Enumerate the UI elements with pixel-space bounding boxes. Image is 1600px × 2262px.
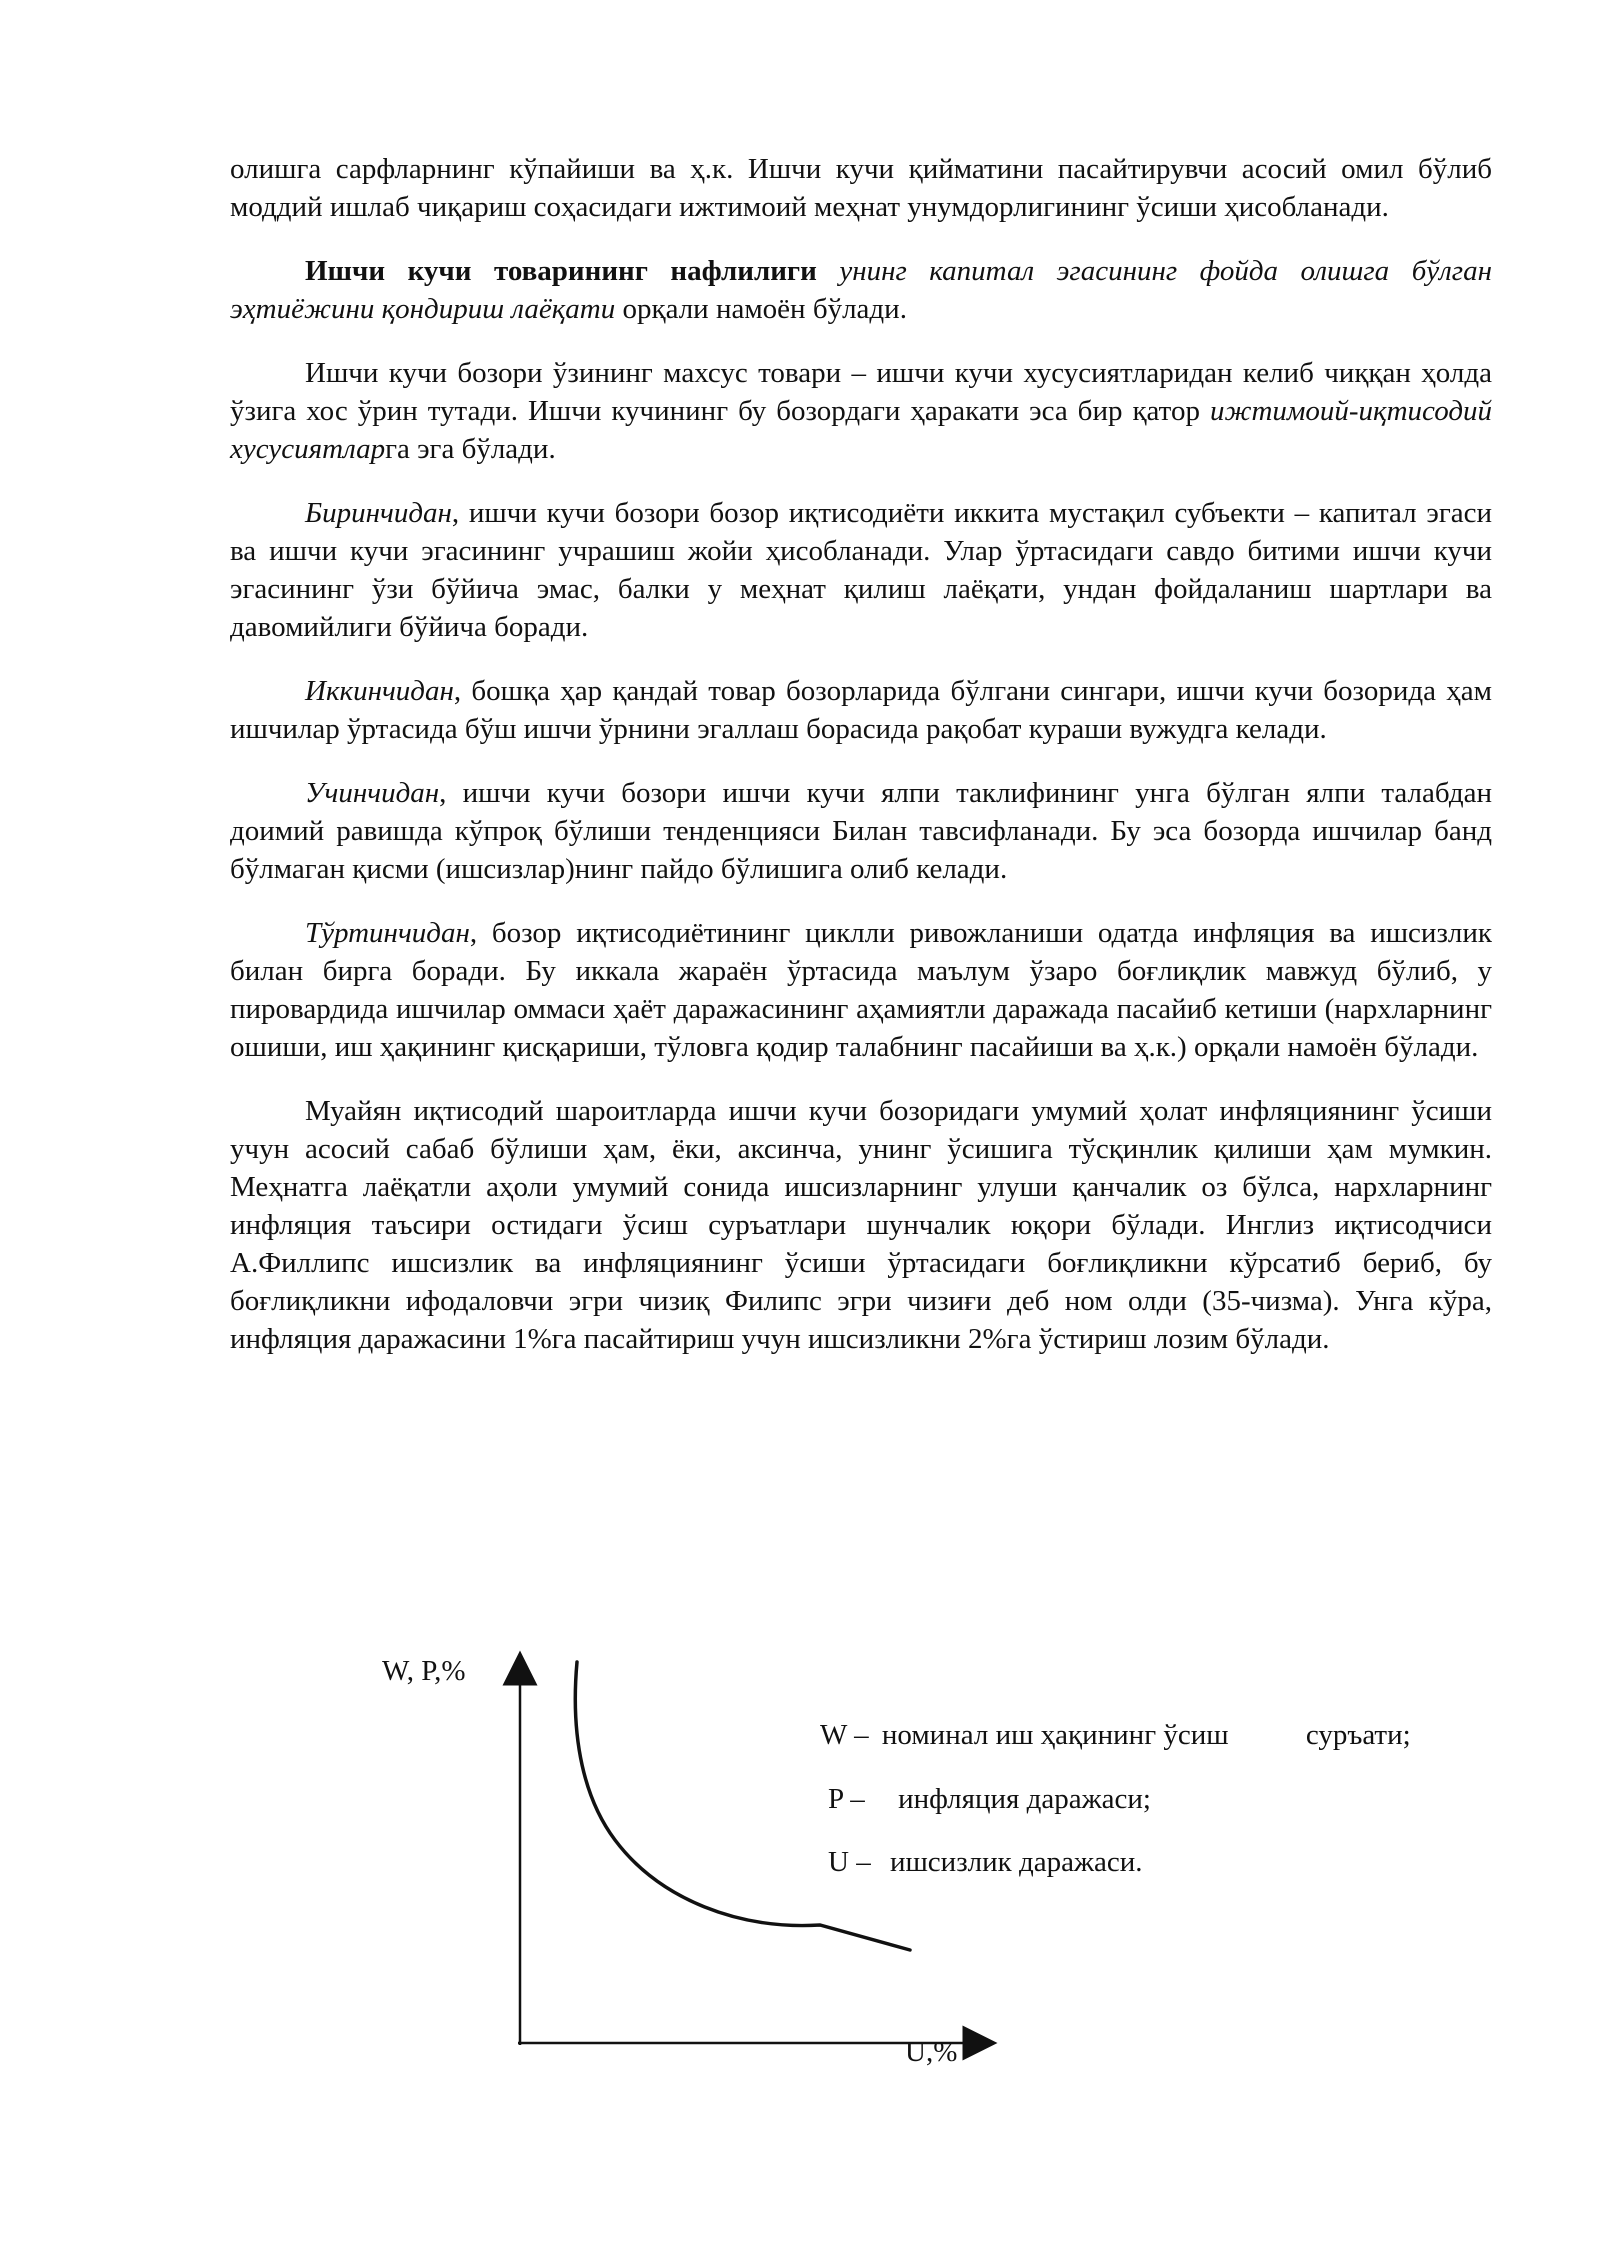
y-axis-label: W, P,% (382, 1655, 466, 1687)
legend-text: инфляция даражаси; (898, 1783, 1151, 1815)
paragraph-2 (230, 252, 1492, 328)
legend-text: ишсизлик даражаси. (889, 1846, 1143, 1878)
phillips-curve-line (575, 1662, 910, 1950)
legend-symbol: U – (828, 1846, 871, 1878)
paragraph-7-rest: , бозор иқтисодиётининг циклли ривожланиши одатда инфляция ва ишсизлик билан бирга боради. Бу иккала жараён ўртасида маълум ўзаро боғлиқлик мавжуд бўлиб, у пировардида ишчилар оммаси ҳаёт даражасининг аҳамиятли даражада пасайиб кетиши (нархларнинг ошиши, иш ҳақининг қисқариши, тўловга қодир талабнинг пасайиши ва ҳ.к.) орқали намоён бўлади. (230, 917, 1492, 1063)
paragraph-2-rest: орқали намоён бўлади. (615, 293, 907, 325)
legend-text: номинал иш ҳақининг ўсиш (881, 1719, 1229, 1751)
paragraph-4 (230, 494, 1492, 646)
paragraph-6 (230, 774, 1492, 888)
paragraph-7-italic: Тўртинчидан (305, 917, 470, 949)
paragraph-7 (230, 914, 1492, 1066)
paragraph-6-italic: Учинчидан (305, 777, 440, 809)
paragraph-3 (230, 354, 1492, 468)
paragraph-3-italic: ижтимоий-иқтисодий хусусиятлар (230, 395, 1492, 465)
legend-row-u (828, 1845, 1143, 1879)
paragraph-3-rest: га эга бўлади. (385, 433, 556, 465)
definition-italic: унинг капитал эгасининг фойда олишга бўлган эҳтиёжини қондириш лаёқати (230, 255, 1492, 325)
paragraph-5 (230, 672, 1492, 748)
legend-symbol: P – (828, 1783, 865, 1815)
x-axis-label: U,% (905, 2036, 958, 2068)
legend-row-p (828, 1782, 1151, 1816)
paragraph-5-rest: , бошқа ҳар қандай товар бозорларида бўлгани сингари, ишчи кучи бозорида ҳам ишчилар ўртасида бўш ишчи ўрнини эгаллаш борасида рақобат кураши вужудга келади. (230, 675, 1492, 745)
paragraph-5-italic: Иккинчидан (305, 675, 454, 707)
term-bold: Ишчи кучи товарининг нафлилиги (305, 255, 817, 287)
legend-symbol: W – (820, 1719, 869, 1751)
paragraph-4-italic: Биринчидан (305, 497, 452, 529)
paragraph-4-rest: , ишчи кучи бозори бозор иқтисодиёти иккита мустақил субъекти – капитал эгаси ва ишчи кучи эгасининг учрашиш жойи ҳисобланади. Улар ўртасидаги савдо битими ишчи кучи эгасининг ўзи бўйича эмас, балки у меҳнат қилиш лаёқати, ундан фойдаланиш шартлари ва давомийлиги бўйича боради. (230, 497, 1492, 643)
paragraph-6-rest: , ишчи кучи бозори ишчи кучи ялпи таклифининг унга бўлган ялпи талабдан доимий равишда кўпроқ бўлиши тенденцияси Билан тавсифланади. Бу эса бозорда ишчилар банд бўлмаган қисми (ишсизлар)нинг пайдо бўлишига олиб келади. (230, 777, 1492, 885)
document-body (230, 150, 1492, 1384)
paragraph-1: олишга сарфларнинг кўпайиши ва ҳ.к. Ишчи кучи қийматини пасайтирувчи асосий омил бўлиб моддий ишлаб чиқариш соҳасидаги ижтимоий меҳнат унумдорлигининг ўсиши ҳисобланади. (230, 153, 1492, 223)
legend-row-w (820, 1718, 1411, 1752)
legend-text-continued: суръати; (1305, 1719, 1411, 1751)
paragraph-3-text: Ишчи кучи бозори ўзининг махсус товари – ишчи кучи хусусиятларидан келиб чиққан ҳолда ўзига хос ўрин тутади. Ишчи кучининг бу бозордаги ҳаракати эса бир қатор (230, 357, 1492, 427)
paragraph-8: Муайян иқтисодий шароитларда ишчи кучи бозоридаги умумий ҳолат инфляциянинг ўсиши учун асосий сабаб бўлиши ҳам, ёки, аксинча, унинг ўсишига тўсқинлик қилиши ҳам мумкин. Меҳнатга лаёқатли аҳоли умумий сонида ишсизларнинг улуши қанчалик оз бўлса, нархларнинг инфляция таъсири остидаги ўсиш суръатлари шунчалик юқори бўлади. Инглиз иқтисодчиси А.Филлипс ишсизлик ва инфляциянинг ўсиши ўртасидаги боғлиқликни кўрсатиб бериб, бу боғлиқликни ифодаловчи эгри чизиқ Филипс эгри чизиғи деб ном олди (35-чизма). Унга кўра, инфляция даражасини 1%га пасайтириш учун ишсизликни 2%га ўстириш лозим бўлади. (230, 1095, 1492, 1355)
